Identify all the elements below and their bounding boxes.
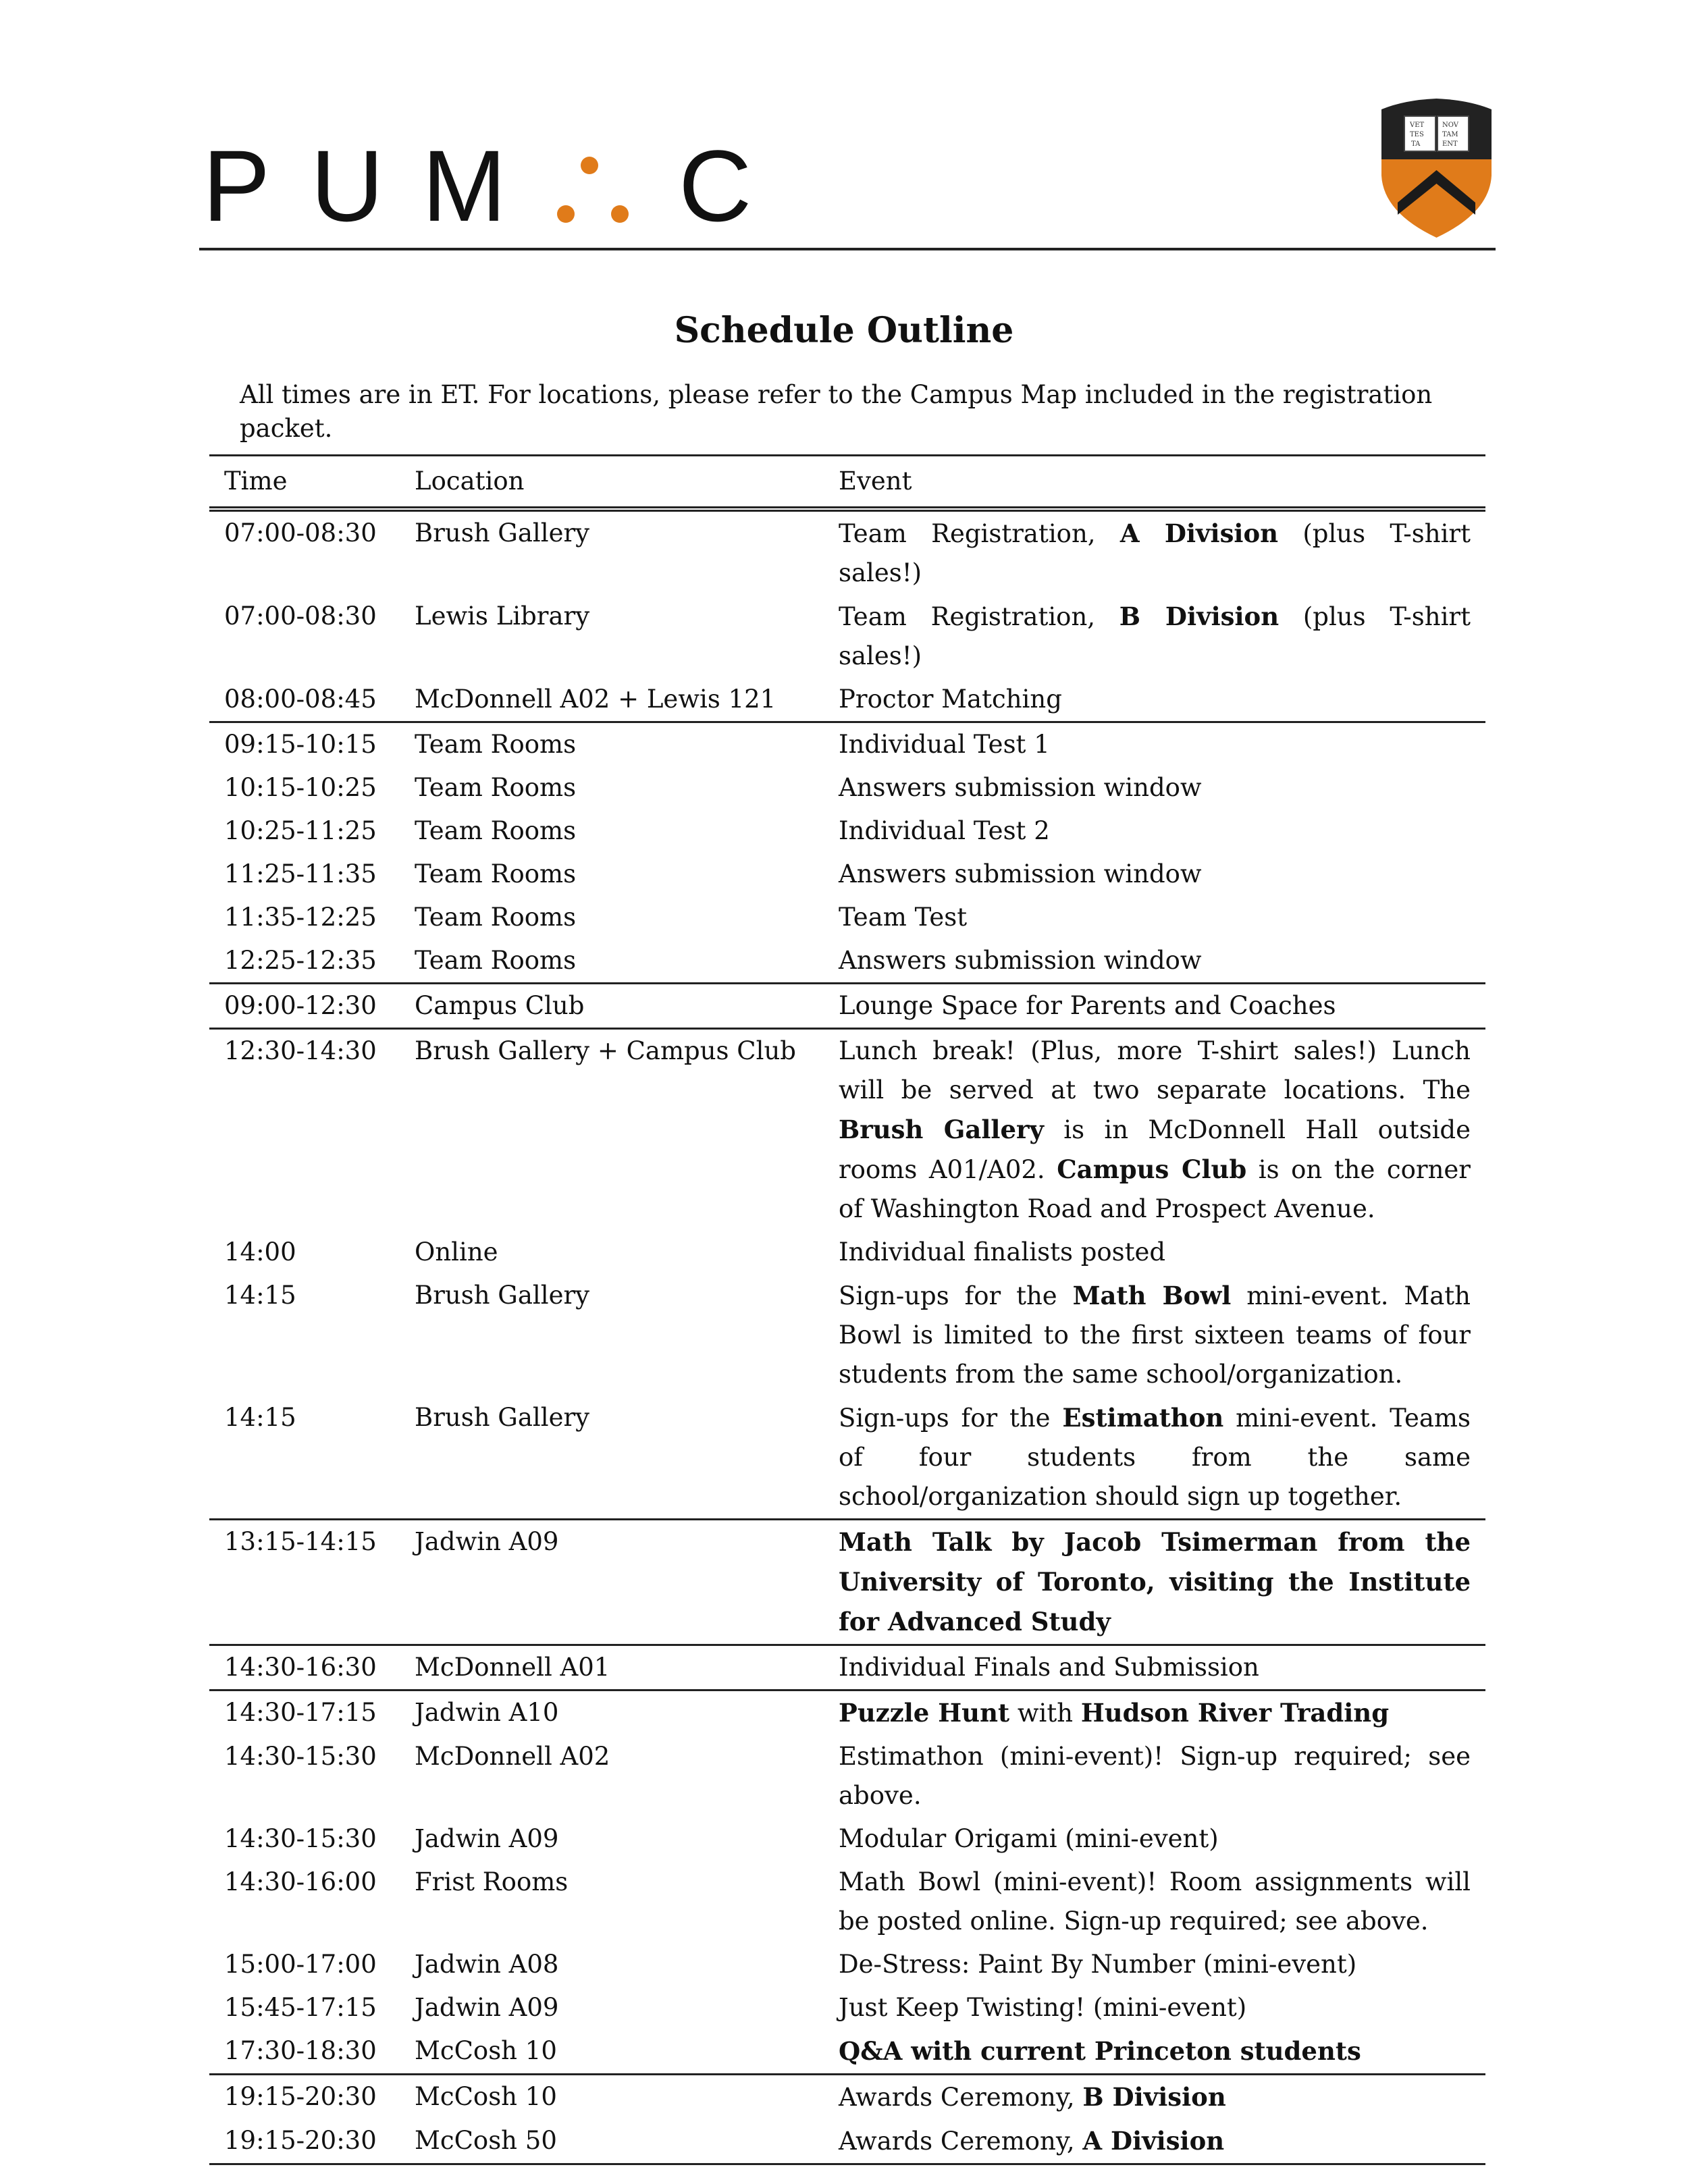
event-text: Awards Ceremony, (839, 2083, 1083, 2112)
cell-event (824, 1520, 1485, 1645)
cell-event (824, 1029, 1485, 1231)
crest-book-line-4: NOV (1442, 122, 1458, 129)
table-row (209, 1943, 1485, 1986)
event-text-bold: Hudson River Trading (1080, 1698, 1390, 1728)
cell-location: McDonnell A01 (400, 1645, 824, 1690)
table-row (209, 2029, 1485, 2075)
cell-time: 14:30-15:30 (224, 1824, 377, 1853)
table-row (209, 722, 1485, 767)
table-row (209, 766, 1485, 809)
event-text: Sign-ups for the (839, 1404, 1063, 1433)
event-text-bold: Brush Gallery (839, 1115, 1045, 1144)
cell-event (824, 1735, 1485, 1817)
cell-location: McDonnell A02 (415, 1742, 610, 1771)
table-header-row (209, 456, 1485, 510)
cell-location: Brush Gallery (415, 518, 590, 548)
cell-time: 13:15-14:15 (209, 1520, 400, 1645)
cell-event (824, 1645, 1485, 1690)
table-row (209, 1274, 1485, 1396)
cell-event (824, 1396, 1485, 1520)
cell-location: McCosh 10 (400, 2075, 824, 2120)
table-row (209, 2119, 1485, 2164)
event-text-bold: A Division (1082, 2126, 1225, 2156)
cell-event (824, 853, 1485, 896)
table-row (209, 509, 1485, 595)
cell-event (824, 766, 1485, 809)
logo-dot-left (557, 205, 575, 223)
event-text: De-Stress: Paint By Number (mini-event) (839, 1950, 1357, 1979)
table-row (209, 939, 1485, 984)
event-text: (plus T-shirt sales!) (839, 602, 1471, 670)
cell-time: 14:00 (224, 1237, 296, 1267)
cell-location: Brush Gallery + Campus Club (400, 1029, 824, 1231)
event-text-bold: A Division (1119, 518, 1279, 548)
cell-event (824, 1690, 1485, 1736)
event-text: Individual finalists posted (839, 1237, 1166, 1267)
table-row (209, 853, 1485, 896)
cell-time: 15:00-17:00 (224, 1950, 377, 1979)
table-row (209, 1396, 1485, 1520)
cell-location: Team Rooms (415, 773, 577, 802)
cell-event (824, 809, 1485, 853)
event-text: Estimathon (mini-event)! Sign-up required; see above. (839, 1742, 1471, 1810)
event-text-bold: Puzzle Hunt (839, 1698, 1010, 1728)
logo-dot-top (581, 157, 598, 174)
crest-book-line-1: VET (1410, 122, 1425, 129)
schedule-table (209, 454, 1485, 2165)
event-text: Team Registration, (839, 519, 1120, 548)
event-text: Team Test (839, 903, 968, 932)
event-text: Individual Test 1 (839, 730, 1050, 759)
logo-letter-c: C (679, 129, 752, 242)
event-text-bold: Q&A with current Princeton students (839, 2036, 1361, 2066)
cell-time: 14:15 (224, 1403, 296, 1432)
event-text: mini-event. Math Bowl is limited to the first sixteen teams of four students from the same school/organization. (839, 1281, 1471, 1389)
table-row (209, 1690, 1485, 1736)
cell-location: Team Rooms (415, 816, 577, 845)
table-row (209, 1520, 1485, 1645)
event-text: Team Registration, (839, 602, 1119, 631)
cell-location: McCosh 10 (415, 2036, 557, 2065)
event-text: Sign-ups for the (839, 1281, 1073, 1310)
cell-event (824, 722, 1485, 767)
cell-event (824, 2029, 1485, 2075)
cell-event (824, 2119, 1485, 2164)
cell-time: 09:00-12:30 (209, 984, 400, 1029)
princeton-crest-icon (1377, 95, 1496, 240)
cell-location: Team Rooms (415, 859, 577, 888)
cell-event (824, 1231, 1485, 1274)
event-text: Awards Ceremony, (839, 2127, 1083, 2156)
event-text: is on the corner of Washington Road and Prospect Avenue. (839, 1155, 1471, 1223)
cell-location: Campus Club (400, 984, 824, 1029)
table-row (209, 2075, 1485, 2120)
table-row (209, 984, 1485, 1029)
logo-letter-m: M (422, 129, 506, 242)
event-text: Answers submission window (839, 773, 1202, 802)
table-row (209, 1231, 1485, 1274)
event-text: Answers submission window (839, 946, 1202, 975)
cell-location: Team Rooms (400, 722, 824, 767)
cell-time: 14:15 (224, 1281, 296, 1310)
cell-time: 15:45-17:15 (224, 1993, 377, 2022)
schedule-body (209, 509, 1485, 2164)
cell-location: Jadwin A09 (415, 1993, 559, 2022)
cell-location: McDonnell A02 + Lewis 121 (415, 685, 776, 714)
table-row (209, 809, 1485, 853)
cell-event (824, 1943, 1485, 1986)
table-row (209, 595, 1485, 678)
cell-event (824, 1274, 1485, 1396)
header-event: Event (839, 467, 912, 496)
event-text: is in McDonnell Hall outside rooms A01/A02. (839, 1115, 1471, 1184)
cell-event (824, 1986, 1485, 2029)
cell-event (824, 896, 1485, 939)
event-text: Modular Origami (mini-event) (839, 1824, 1219, 1853)
cell-location: Jadwin A10 (400, 1690, 824, 1736)
event-text: (plus T-shirt sales!) (839, 519, 1471, 587)
cell-time: 19:15-20:30 (209, 2119, 400, 2164)
cell-location: Lewis Library (415, 602, 590, 631)
cell-event (824, 1817, 1485, 1861)
event-text: Just Keep Twisting! (mini-event) (839, 1993, 1247, 2022)
logo-letter-p: P (203, 129, 271, 242)
header-time: Time (224, 467, 288, 496)
cell-event (824, 2075, 1485, 2120)
page-title: Schedule Outline (674, 310, 1014, 351)
cell-location: Jadwin A08 (415, 1950, 559, 1979)
event-text-bold: B Division (1119, 602, 1280, 631)
cell-location: Brush Gallery (415, 1403, 590, 1432)
table-row (209, 1986, 1485, 2029)
event-text-bold: Math Talk by Jacob Tsimerman from the University of Toronto, visiting the Institute for Advanced Study (839, 1527, 1471, 1636)
cell-location: Brush Gallery (415, 1281, 590, 1310)
cell-time: 17:30-18:30 (224, 2036, 377, 2065)
event-text: Individual Test 2 (839, 816, 1050, 845)
crest-book-line-3: TA (1411, 140, 1421, 148)
table-row (209, 1861, 1485, 1943)
event-text: Math Bowl (mini-event)! Room assignments will be posted online. Sign-up required; see above. (839, 1867, 1471, 1936)
cell-time: 19:15-20:30 (209, 2075, 400, 2120)
table-row (209, 1645, 1485, 1690)
cell-location: McCosh 50 (400, 2119, 824, 2164)
cell-time: 07:00-08:30 (224, 518, 377, 548)
event-text-bold: Estimathon (1062, 1403, 1224, 1433)
cell-time: 07:00-08:30 (224, 602, 377, 631)
cell-time: 14:30-15:30 (224, 1742, 377, 1771)
event-text: Lounge Space for Parents and Coaches (839, 991, 1336, 1020)
cell-location: Online (415, 1237, 498, 1267)
cell-time: 11:25-11:35 (224, 859, 377, 888)
cell-time: 14:30-16:00 (224, 1867, 377, 1896)
table-row (209, 896, 1485, 939)
event-text-bold: Campus Club (1057, 1154, 1247, 1184)
event-text: Proctor Matching (839, 685, 1062, 714)
header-rule (199, 248, 1496, 250)
event-text: Lunch break! (Plus, more T-shirt sales!) Lunch will be served at two separate locations. The (839, 1036, 1471, 1104)
page-subtitle: All times are in ET. For locations, please refer to the Campus Map included in the registration packet. (240, 380, 1433, 443)
event-text: Answers submission window (839, 859, 1202, 888)
cell-location: Jadwin A09 (415, 1824, 559, 1853)
crest-book-line-5: TAM (1442, 131, 1458, 138)
cell-event (824, 509, 1485, 595)
cell-time: 08:00-08:45 (224, 685, 377, 714)
cell-time: 10:15-10:25 (224, 773, 377, 802)
event-text: mini-event. Teams of four students from the same school/organization should sign up together. (839, 1404, 1471, 1511)
crest-book-line-6: ENT (1442, 140, 1458, 148)
cell-location: Frist Rooms (415, 1867, 569, 1896)
cell-event (824, 984, 1485, 1029)
crest-book-line-2: TES (1410, 131, 1424, 138)
cell-event (824, 678, 1485, 722)
cell-time: 09:15-10:15 (209, 722, 400, 767)
cell-location: Jadwin A09 (400, 1520, 824, 1645)
logo-letter-u: U (311, 129, 384, 242)
event-text-bold: Math Bowl (1072, 1281, 1232, 1310)
cell-time: 12:25-12:35 (224, 946, 377, 975)
event-text-bold: B Division (1082, 2082, 1226, 2112)
event-text: Individual Finals and Submission (839, 1653, 1259, 1682)
table-row (209, 1735, 1485, 1817)
logo-dot-right (611, 205, 629, 223)
cell-time: 11:35-12:25 (224, 903, 377, 932)
cell-event (824, 1861, 1485, 1943)
header-location: Location (415, 467, 525, 496)
cell-time: 14:30-17:15 (209, 1690, 400, 1736)
table-row (209, 1029, 1485, 1231)
cell-event (824, 939, 1485, 984)
cell-time: 12:30-14:30 (209, 1029, 400, 1231)
table-row (209, 678, 1485, 722)
table-row (209, 1817, 1485, 1861)
cell-location: Team Rooms (415, 946, 577, 975)
cell-event (824, 595, 1485, 678)
cell-location: Team Rooms (415, 903, 577, 932)
cell-time: 10:25-11:25 (224, 816, 377, 845)
cell-time: 14:30-16:30 (209, 1645, 400, 1690)
event-text: with (1009, 1699, 1081, 1728)
